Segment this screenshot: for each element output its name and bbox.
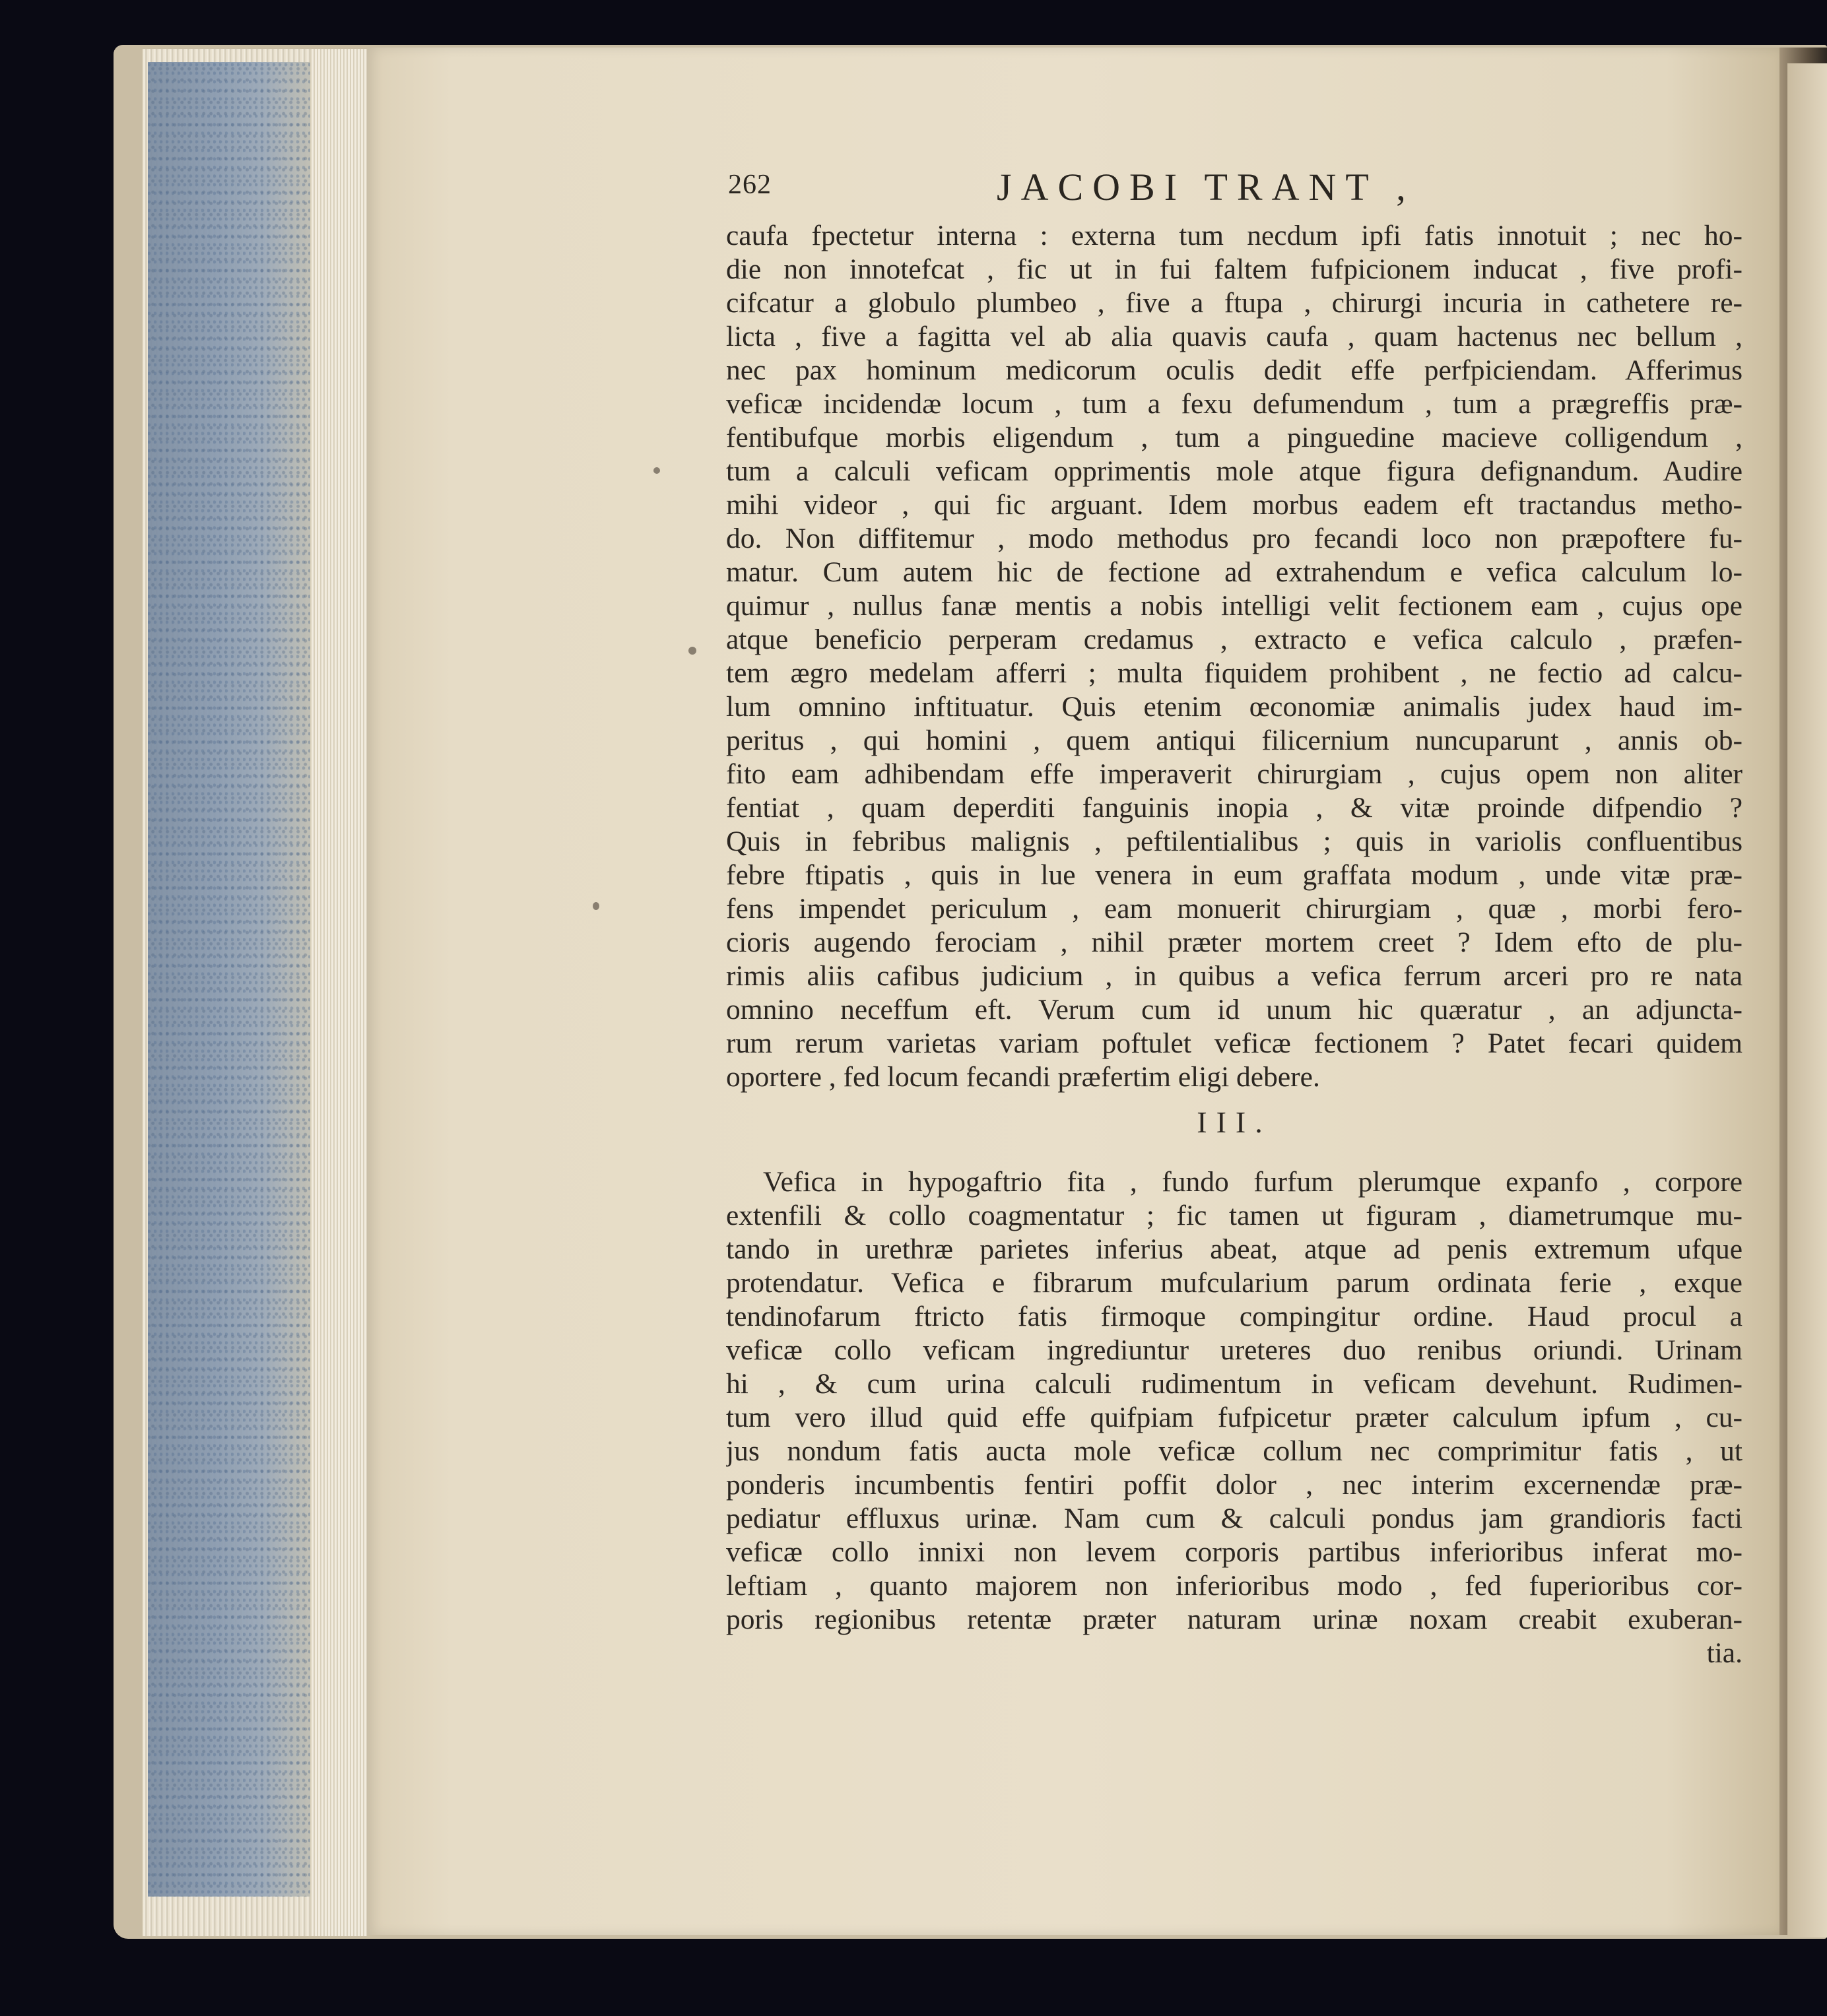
page-number: 262 [728, 170, 772, 200]
text-line: fito eam adhibendam effe imperaverit chirurgiam , cujus opem non aliter [726, 758, 1743, 790]
text-line: febre ftipatis , quis in lue venera in eum graffata modum , unde vitæ præ- [726, 859, 1743, 891]
running-head-title: JACOBI TRANT , [997, 166, 1415, 209]
section-number: III. [1197, 1105, 1272, 1139]
text-line: pediatur effluxus urinæ. Nam cum & calculi pondus jam grandioris facti [726, 1503, 1743, 1534]
text-line: leftiam , quanto majorem non inferioribus modo , fed fuperioribus cor- [726, 1570, 1743, 1602]
ink-spot [653, 467, 660, 474]
text-line: tia. [1706, 1637, 1743, 1669]
text-line: protendatur. Vefica e fibrarum mufcularium parum ordinata ferie , exque [726, 1267, 1743, 1299]
text-line: hi , & cum urina calculi rudimentum in veficam devehunt. Rudimen- [726, 1368, 1743, 1400]
text-line: veficæ incidendæ locum , tum a fexu defumendum , tum a prægreffis præ- [726, 388, 1743, 420]
text-line: do. Non diffitemur , modo methodus pro fecandi loco non præpoftere fu- [726, 523, 1743, 554]
facing-page-edge [1787, 63, 1827, 1937]
text-line: fentiat , quam deperditi fanguinis inopia , & vitæ proinde difpendio ? [726, 792, 1743, 824]
text-line: cifcatur a globulo plumbeo , five a ftupa , chirurgi incuria in cathetere re- [726, 287, 1743, 319]
text-line: Quis in febribus malignis , peftilentialibus ; quis in variolis confluentibus [726, 826, 1743, 857]
text-line: oportere , fed locum fecandi præfertim eligi debere. [726, 1061, 1320, 1093]
text-line: veficæ collo veficam ingrediuntur ureteres duo renibus oriundi. Urinam [726, 1334, 1743, 1366]
text-line: caufa fpectetur interna : externa tum necdum ipfi fatis innotuit ; nec ho- [726, 220, 1743, 251]
text-line: matur. Cum autem hic de fectione ad extrahendum e vefica calculum lo- [726, 556, 1743, 588]
text-line: lum omnino inftituatur. Quis etenim œconomiæ animalis judex haud im- [726, 691, 1743, 723]
text-line: rimis aliis cafibus judicium , in quibus a vefica ferrum arceri pro re nata [726, 960, 1743, 992]
paragraph-1 [726, 219, 1743, 1094]
text-line: veficæ collo innixi non levem corporis partibus inferioribus inferat mo- [726, 1536, 1743, 1568]
page-edges [310, 49, 367, 1936]
text-line: extenfili & collo coagmentatur ; fic tamen ut figuram , diametrumque mu- [726, 1200, 1743, 1231]
text-line: atque beneficio perperam credamus , extracto e vefica calculo , præfen- [726, 624, 1743, 655]
ink-spot [593, 902, 599, 910]
paragraph-2 [726, 1165, 1743, 1670]
text-line: fentibufque morbis eligendum , tum a pinguedine macieve colligendum , [726, 422, 1743, 453]
text-line: die non innotefcat , fic ut in fui faltem fufpicionem inducat , five profi- [726, 253, 1743, 285]
text-line: licta , five a fagitta vel ab alia quavis caufa , quam hactenus nec bellum , [726, 321, 1743, 352]
text-line: tum vero illud quid effe quifpiam fufpicetur præter calculum ipfum , cu- [726, 1402, 1743, 1433]
ink-spot [688, 647, 696, 655]
text-line: cioris augendo ferociam , nihil præter mortem creet ? Idem efto de plu- [726, 927, 1743, 958]
text-line: omnino neceffum eft. Verum cum id unum hic quæratur , an adjuncta- [726, 994, 1743, 1025]
text-line: tendinofarum ftricto fatis firmoque compingitur ordine. Haud procul a [726, 1301, 1743, 1332]
text-line: mihi videor , qui fic arguant. Idem morbus eadem eft tractandus metho- [726, 489, 1743, 521]
text-line: Vefica in hypogaftrio fita , fundo furfum plerumque expanfo , corpore [763, 1166, 1743, 1198]
text-line: tum a calculi veficam opprimentis mole atque figura defignandum. Audire [726, 455, 1743, 487]
text-line: nec pax hominum medicorum oculis dedit effe perfpiciendam. Afferimus [726, 354, 1743, 386]
text-line: ponderis incumbentis fentiri poffit dolor , nec interim excernendæ præ- [726, 1469, 1743, 1501]
text-line: fens impendet periculum , eam monuerit chirurgiam , quæ , morbi fero- [726, 893, 1743, 925]
text-line: tem ægro medelam afferri ; multa fiquidem prohibent , ne fectio ad calcu- [726, 657, 1743, 689]
text-line: peritus , qui homini , quem antiqui filicernium nuncuparunt , annis ob- [726, 725, 1743, 756]
text-line: rum rerum varietas variam poftulet veficæ fectionem ? Patet fecari quidem [726, 1027, 1743, 1059]
text-line: jus nondum fatis aucta mole veficæ collum nec comprimitur fatis , ut [726, 1435, 1743, 1467]
text-line: tando in urethræ parietes inferius abeat, atque ad penis extremum ufque [726, 1233, 1743, 1265]
text-line: poris regionibus retentæ præter naturam urinæ noxam creabit exuberan- [726, 1604, 1743, 1635]
text-line: quimur , nullus fanæ mentis a nobis intelligi velit fectionem eam , cujus ope [726, 590, 1743, 622]
